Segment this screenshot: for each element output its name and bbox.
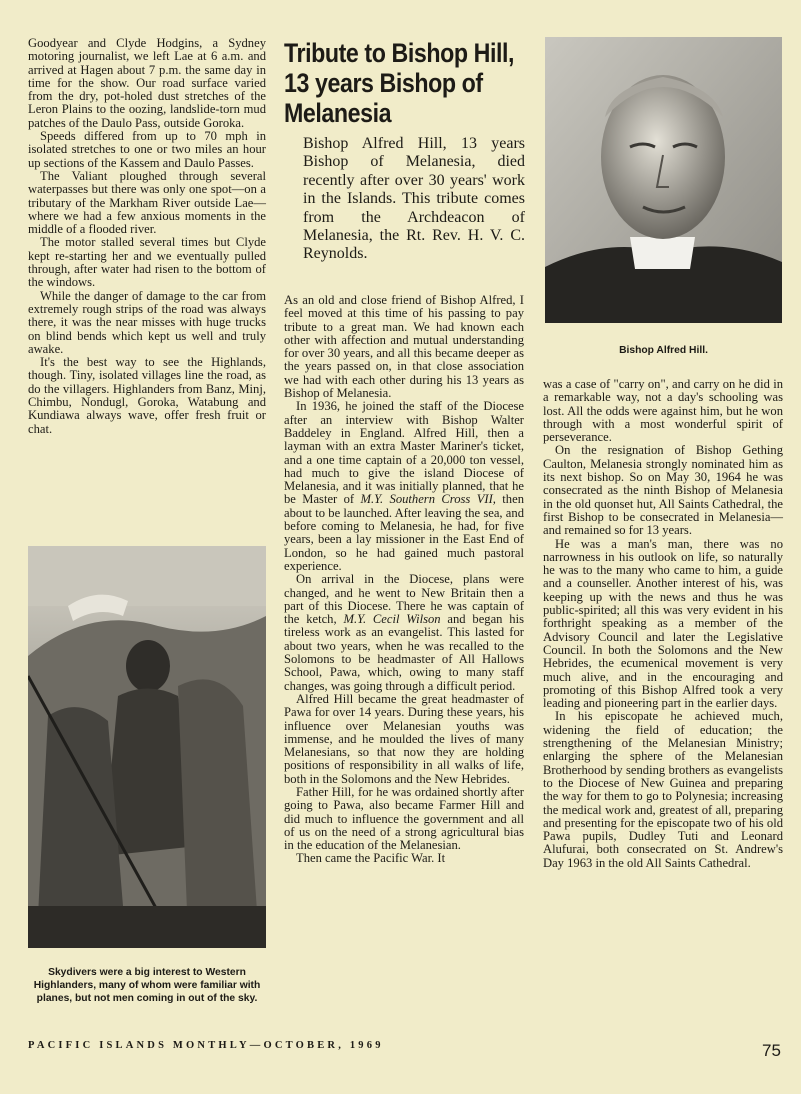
right-column — [543, 378, 783, 870]
left-paragraph: It's the best way to see the Highlands, though. Tiny, isolated villages line the road, as do the villagers. Highlanders from Banz, Minj, Chimbu, Nondugl, Goroka, Watabung and Kundiawa always wave, offer fresh fruit or chat. — [28, 355, 266, 436]
middle-paragraph: Father Hill, for he was ordained shortly after going to Pawa, also became Farmer Hill and did much to influence the government and all of us on the need of a strong agricultural bias in the education of the Melanesian. — [284, 784, 524, 853]
right-paragraph: was a case of "carry on", and carry on he did in a remarkable way, not a day's schooling was lost. All the odds were against him, but he won through with a most wonderful spirit of perseverance. — [543, 377, 783, 445]
ship-name: M.Y. Southern Cross VII, — [360, 492, 496, 507]
text-run: and began his tireless work as an evangelist. This lasted for about two years, when he was recalled to the Solomons to be headmaster of All Hallows School, Pawa, which, owing to many staff changes, was going through a difficult period. — [284, 612, 524, 693]
right-paragraph: In his episcopate he achieved much, widening the field of education; the strengthening of the Melanesian Ministry; enlarging the sphere of the Melanesian Brotherhood by sending brothers as evangelists to the Diocese of New Guinea and preparing the way for them to go to Polynesia; increasing the medical work and, greatest of all, preparing and presenting for the episcopate two of his old Pawa pupils, Dudley Tuti and Leonard Alufurai, both consecrated on St. Andrew's Day 1963 in the old All Saints Cathedral. — [543, 709, 783, 870]
right-paragraph: He was a man's man, there was no narrowness in his outlook on life, so naturally he was to the many who came to him, a guide and a counseller. Another interest of his, was keeping up with the news and thus he was public-spirited; all this was very evident in his forthright speaking as a member of the Advisory Council and later the Legislative Council. In both the Solomons and the New Hebrides, the ecumenical movement is very much alive, and in the encouraging and promoting of this Bishop Alfred took a very leading and pioneering part in the earlier days. — [543, 536, 783, 711]
middle-paragraph — [284, 400, 524, 573]
bishop-caption: Bishop Alfred Hill. — [619, 345, 708, 356]
text-run: On arrival in the Diocese, plans were changed, and he went to New Britain then a part of this Diocese. There he was captain of the ketch, — [284, 572, 524, 627]
left-column — [28, 37, 266, 436]
right-paragraph: On the resignation of Bishop Gething Caulton, Melanesia strongly nominated him as its next bishop. So on May 30, 1964 he was consecrated as the ninth Bishop of Melanesia in the old quonset hut, All Saints Cathedral, the first Bishop to be consecrated in Melanesia—and remained so for 13 years. — [543, 443, 783, 538]
text-run: then about to be launched. After leaving the sea, and before coming to Melanesia, he had, for five years, been a lay missioner in the East End of London, so he had gained much pastoral experience. — [284, 492, 524, 573]
ship-name: M.Y. Cecil Wilson — [343, 612, 441, 627]
page-number: 75 — [762, 1041, 781, 1060]
publication-footer: PACIFIC ISLANDS MONTHLY—OCTOBER, 1969 — [28, 1040, 384, 1051]
text-run: In 1936, he joined the staff of the Diocese after an interview with Bishop Walter Baddeley in England. Alfred Hill, then a layman with an extra Master Mariner's ticket, and a one time captain of a 20,000 ton vessel, had much to give the island Diocese of Melanesia, and it was initially planned, that he be Master of — [284, 399, 524, 507]
article-headline: Tribute to Bishop Hill, 13 years Bishop of Melanesia — [284, 38, 515, 128]
middle-column — [284, 294, 524, 866]
skydivers-photo-image — [28, 546, 266, 948]
middle-paragraph: Alfred Hill became the great headmaster of Pawa for over 14 years. During these years, his influence over Melanesian youths was immense, and he moulded the lives of many Melanesians, so that now they are holding positions of responsibility in all walks of life, both in the Solomons and the New Hebrides. — [284, 691, 524, 786]
skydivers-photo — [28, 546, 266, 948]
bishop-portrait-image — [545, 37, 782, 323]
left-paragraph: The motor stalled several times but Clyde kept re-starting her and we eventually pulled through, after water had risen to the bottom of the windows. — [28, 235, 266, 290]
middle-paragraph — [284, 573, 524, 693]
bishop-photo — [545, 37, 782, 323]
left-paragraph: Goodyear and Clyde Hodgins, a Sydney motoring journalist, we left Lae at 6 a.m. and arrived at Hagen about 7 p.m. the same day in time for the show. Our road surface varied from the dry, pot-holed dust stretches of the Leron Plains to the oozing, landslide-torn mud patches of the Daulo Pass, outside Goroka. — [28, 36, 266, 130]
middle-paragraph: Then came the Pacific War. It — [296, 851, 446, 866]
left-paragraph: Speeds differed from up to 70 mph in isolated stretches to one or two miles an hour up sections of the Kassem and Daulo Passes. — [28, 129, 266, 170]
article-intro: Bishop Alfred Hill, 13 years Bishop of Melanesia, died recently after over 30 years' work in the Islands. This tribute comes from the Archdeacon of Melanesia, the Rt. Rev. H. V. C. Reynolds. — [303, 135, 525, 263]
middle-paragraph: As an old and close friend of Bishop Alfred, I feel moved at this time of his passing to pay tribute to a great man. We had known each other with affection and mutual understanding for over 30 years, and all this became deeper as the years passed on, in that close association we had with each other during his 13 years as Bishop of Melanesia. — [284, 293, 524, 401]
left-paragraph: While the danger of damage to the car from extremely rough strips of the road was always there, it was the near misses with huge trucks on blind bends which kept us well and truly awake. — [28, 288, 266, 356]
skydivers-caption: Skydivers were a big interest to Western Highlanders, many of whom were familiar with planes, but not men coming in out of the sky. — [33, 967, 261, 1004]
left-paragraph: The Valiant ploughed through several waterpasses but there was only one spot—on a tributary of the Markham River outside Lae—where we had a few anxious moments in the middle of a flooded river. — [28, 168, 266, 237]
